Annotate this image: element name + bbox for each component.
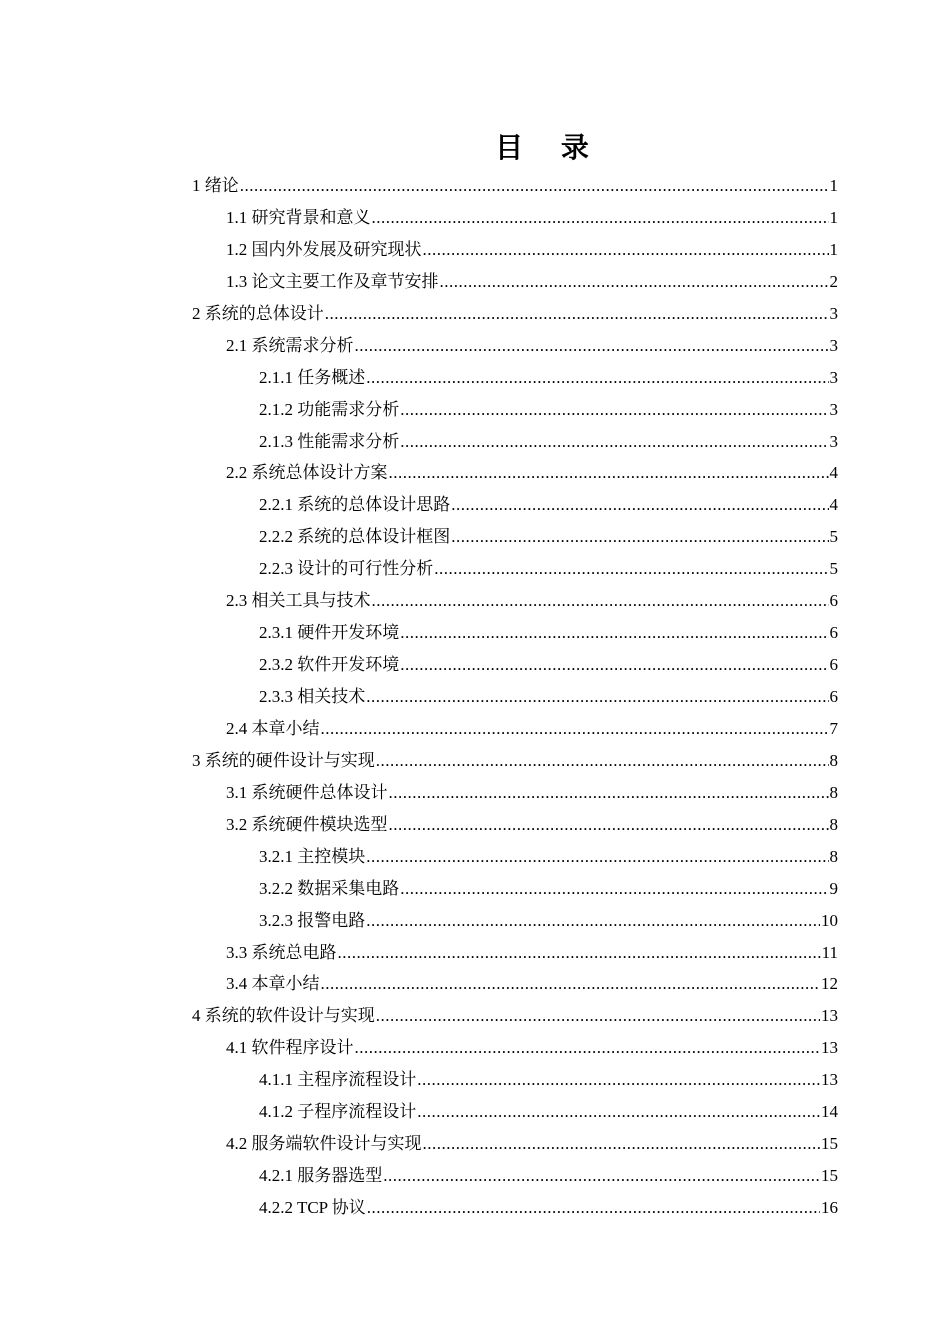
toc-dot-leader xyxy=(400,873,828,905)
toc-dot-leader xyxy=(366,905,820,937)
toc-entry-page-number: 3 xyxy=(829,431,838,451)
toc-dot-leader xyxy=(434,553,828,585)
toc-entry-label: 3.2.3 报警电路 xyxy=(259,910,366,930)
toc-entry-page-number: 1 xyxy=(829,207,838,227)
toc-entry[interactable] xyxy=(192,617,838,649)
toc-entry-page-number: 6 xyxy=(829,655,838,675)
toc-entry-label: 4.2.2 TCP 协议 xyxy=(259,1198,366,1217)
toc-entry-label: 4.1.2 子程序流程设计 xyxy=(259,1102,417,1122)
toc-entry[interactable] xyxy=(192,1192,838,1224)
toc-entry-label: 4.2 服务端软件设计与实现 xyxy=(226,1134,422,1154)
toc-dot-leader xyxy=(451,489,828,521)
toc-dot-leader xyxy=(383,1160,820,1192)
toc-title: 目 录 xyxy=(495,131,603,164)
toc-entry[interactable] xyxy=(192,713,838,745)
toc-entry[interactable] xyxy=(192,809,838,841)
toc-entry[interactable] xyxy=(192,968,838,1000)
toc-dot-leader xyxy=(366,362,828,394)
toc-dot-leader xyxy=(325,298,829,330)
toc-entry-page-number: 13 xyxy=(821,1006,838,1026)
toc-entry-label: 4 系统的软件设计与实现 xyxy=(192,1006,375,1026)
toc-dot-leader xyxy=(423,234,829,266)
toc-dot-leader xyxy=(440,266,829,298)
toc-dot-leader xyxy=(389,777,829,809)
toc-dot-leader xyxy=(400,649,828,681)
toc-entry[interactable] xyxy=(192,489,838,521)
toc-entry-label: 2.1.2 功能需求分析 xyxy=(259,399,400,419)
toc-entry[interactable] xyxy=(192,362,838,394)
toc-dot-leader xyxy=(355,330,829,362)
toc-entry[interactable] xyxy=(192,1096,838,1128)
toc-entry-page-number: 9 xyxy=(829,878,838,898)
toc-entry-page-number: 7 xyxy=(829,718,838,738)
toc-entry[interactable] xyxy=(192,426,838,458)
toc-entry-page-number: 13 xyxy=(821,1070,838,1090)
toc-dot-leader xyxy=(367,1192,820,1224)
toc-entry[interactable] xyxy=(192,745,838,777)
toc-entry[interactable] xyxy=(192,521,838,553)
toc-entry[interactable] xyxy=(192,394,838,426)
toc-entry-label: 2 系统的总体设计 xyxy=(192,303,324,323)
toc-entry-label: 3.4 本章小结 xyxy=(226,974,320,994)
toc-dot-leader xyxy=(400,617,828,649)
toc-entry-page-number: 15 xyxy=(821,1134,838,1154)
toc-dot-leader xyxy=(417,1096,820,1128)
toc-entry[interactable] xyxy=(192,457,838,489)
toc-entry[interactable] xyxy=(192,1128,838,1160)
toc-entry-page-number: 1 xyxy=(829,239,838,259)
toc-dot-leader xyxy=(338,937,821,969)
toc-entry-label: 1.3 论文主要工作及章节安排 xyxy=(226,271,439,291)
toc-dot-leader xyxy=(355,1032,821,1064)
table-of-contents xyxy=(192,170,838,1224)
toc-entry[interactable] xyxy=(192,649,838,681)
toc-dot-leader xyxy=(400,426,828,458)
toc-entry-page-number: 5 xyxy=(829,527,838,547)
toc-dot-leader xyxy=(321,968,821,1000)
toc-entry[interactable] xyxy=(192,330,838,362)
toc-dot-leader xyxy=(451,521,828,553)
toc-dot-leader xyxy=(417,1064,820,1096)
toc-entry-label: 3.3 系统总电路 xyxy=(226,942,337,962)
toc-entry[interactable] xyxy=(192,841,838,873)
toc-entry[interactable] xyxy=(192,266,838,298)
toc-entry-label: 3.2 系统硬件模块选型 xyxy=(226,814,388,834)
toc-entry-page-number: 8 xyxy=(829,782,838,802)
toc-entry[interactable] xyxy=(192,234,838,266)
toc-dot-leader xyxy=(389,809,829,841)
toc-entry[interactable] xyxy=(192,937,838,969)
toc-entry[interactable] xyxy=(192,681,838,713)
toc-entry-page-number: 2 xyxy=(829,271,838,291)
toc-entry-label: 2.2.1 系统的总体设计思路 xyxy=(259,495,451,515)
toc-entry-label: 4.1 软件程序设计 xyxy=(226,1038,354,1058)
toc-entry-label: 2.2.3 设计的可行性分析 xyxy=(259,559,434,579)
toc-entry-page-number: 12 xyxy=(821,974,838,994)
toc-entry[interactable] xyxy=(192,1160,838,1192)
toc-entry-label: 2.3 相关工具与技术 xyxy=(226,591,371,611)
toc-entry-label: 2.2 系统总体设计方案 xyxy=(226,463,388,483)
toc-entry-page-number: 6 xyxy=(829,623,838,643)
toc-entry[interactable] xyxy=(192,905,838,937)
toc-entry-label: 2.2.2 系统的总体设计框图 xyxy=(259,527,451,547)
toc-entry-page-number: 3 xyxy=(829,367,838,387)
toc-entry-label: 3.2.2 数据采集电路 xyxy=(259,878,400,898)
toc-entry-label: 4.1.1 主程序流程设计 xyxy=(259,1070,417,1090)
toc-dot-leader xyxy=(372,585,829,617)
toc-dot-leader xyxy=(372,202,829,234)
toc-entry-page-number: 11 xyxy=(821,942,838,962)
toc-entry-page-number: 3 xyxy=(829,399,838,419)
toc-entry[interactable] xyxy=(192,298,838,330)
toc-entry-page-number: 3 xyxy=(829,335,838,355)
toc-dot-leader xyxy=(321,713,829,745)
toc-entry-page-number: 8 xyxy=(829,846,838,866)
toc-dot-leader xyxy=(423,1128,821,1160)
toc-dot-leader xyxy=(366,681,828,713)
toc-dot-leader xyxy=(400,394,828,426)
toc-entry[interactable] xyxy=(192,553,838,585)
toc-dot-leader xyxy=(376,1000,820,1032)
toc-entry[interactable] xyxy=(192,777,838,809)
toc-entry-page-number: 14 xyxy=(821,1102,838,1122)
toc-entry-page-number: 1 xyxy=(829,176,838,195)
toc-entry-page-number: 10 xyxy=(821,910,838,930)
toc-entry-page-number: 3 xyxy=(829,303,838,323)
toc-entry-label: 3.2.1 主控模块 xyxy=(259,846,366,866)
toc-entry-label: 1.2 国内外发展及研究现状 xyxy=(226,239,422,259)
toc-entry-label: 2.1.3 性能需求分析 xyxy=(259,431,400,451)
toc-dot-leader xyxy=(389,457,829,489)
toc-entry-label: 4.2.1 服务器选型 xyxy=(259,1166,383,1186)
toc-entry[interactable] xyxy=(192,170,838,202)
toc-entry-label: 2.3.3 相关技术 xyxy=(259,687,366,706)
toc-entry-page-number: 4 xyxy=(829,495,838,515)
toc-entry-page-number: 6 xyxy=(829,591,838,611)
toc-entry-page-number: 13 xyxy=(821,1038,838,1058)
toc-entry-label: 3 系统的硬件设计与实现 xyxy=(192,750,375,770)
toc-entry-page-number: 5 xyxy=(829,559,838,579)
toc-entry-label: 3.1 系统硬件总体设计 xyxy=(226,782,388,802)
toc-entry-page-number: 8 xyxy=(829,750,838,770)
toc-entry-page-number: 6 xyxy=(829,687,838,706)
toc-entry-page-number: 15 xyxy=(821,1166,838,1186)
toc-entry-label: 1.1 研究背景和意义 xyxy=(226,207,371,227)
toc-entry-page-number: 8 xyxy=(829,814,838,834)
toc-entry-page-number: 16 xyxy=(821,1198,838,1217)
toc-entry[interactable] xyxy=(192,1032,838,1064)
toc-entry-label: 2.1 系统需求分析 xyxy=(226,335,354,355)
toc-entry[interactable] xyxy=(192,873,838,905)
toc-entry-label: 1 绪论 xyxy=(192,176,239,195)
toc-dot-leader xyxy=(376,745,829,777)
toc-entry-page-number: 4 xyxy=(829,463,838,483)
toc-dot-leader xyxy=(366,841,828,873)
toc-entry[interactable] xyxy=(192,202,838,234)
toc-entry-label: 2.4 本章小结 xyxy=(226,718,320,738)
toc-entry[interactable] xyxy=(192,1000,838,1032)
toc-dot-leader xyxy=(240,170,829,202)
toc-entry-label: 2.3.1 硬件开发环境 xyxy=(259,623,400,643)
toc-entry-label: 2.1.1 任务概述 xyxy=(259,367,366,387)
toc-entry[interactable] xyxy=(192,1064,838,1096)
toc-entry[interactable] xyxy=(192,585,838,617)
toc-entry-label: 2.3.2 软件开发环境 xyxy=(259,655,400,675)
